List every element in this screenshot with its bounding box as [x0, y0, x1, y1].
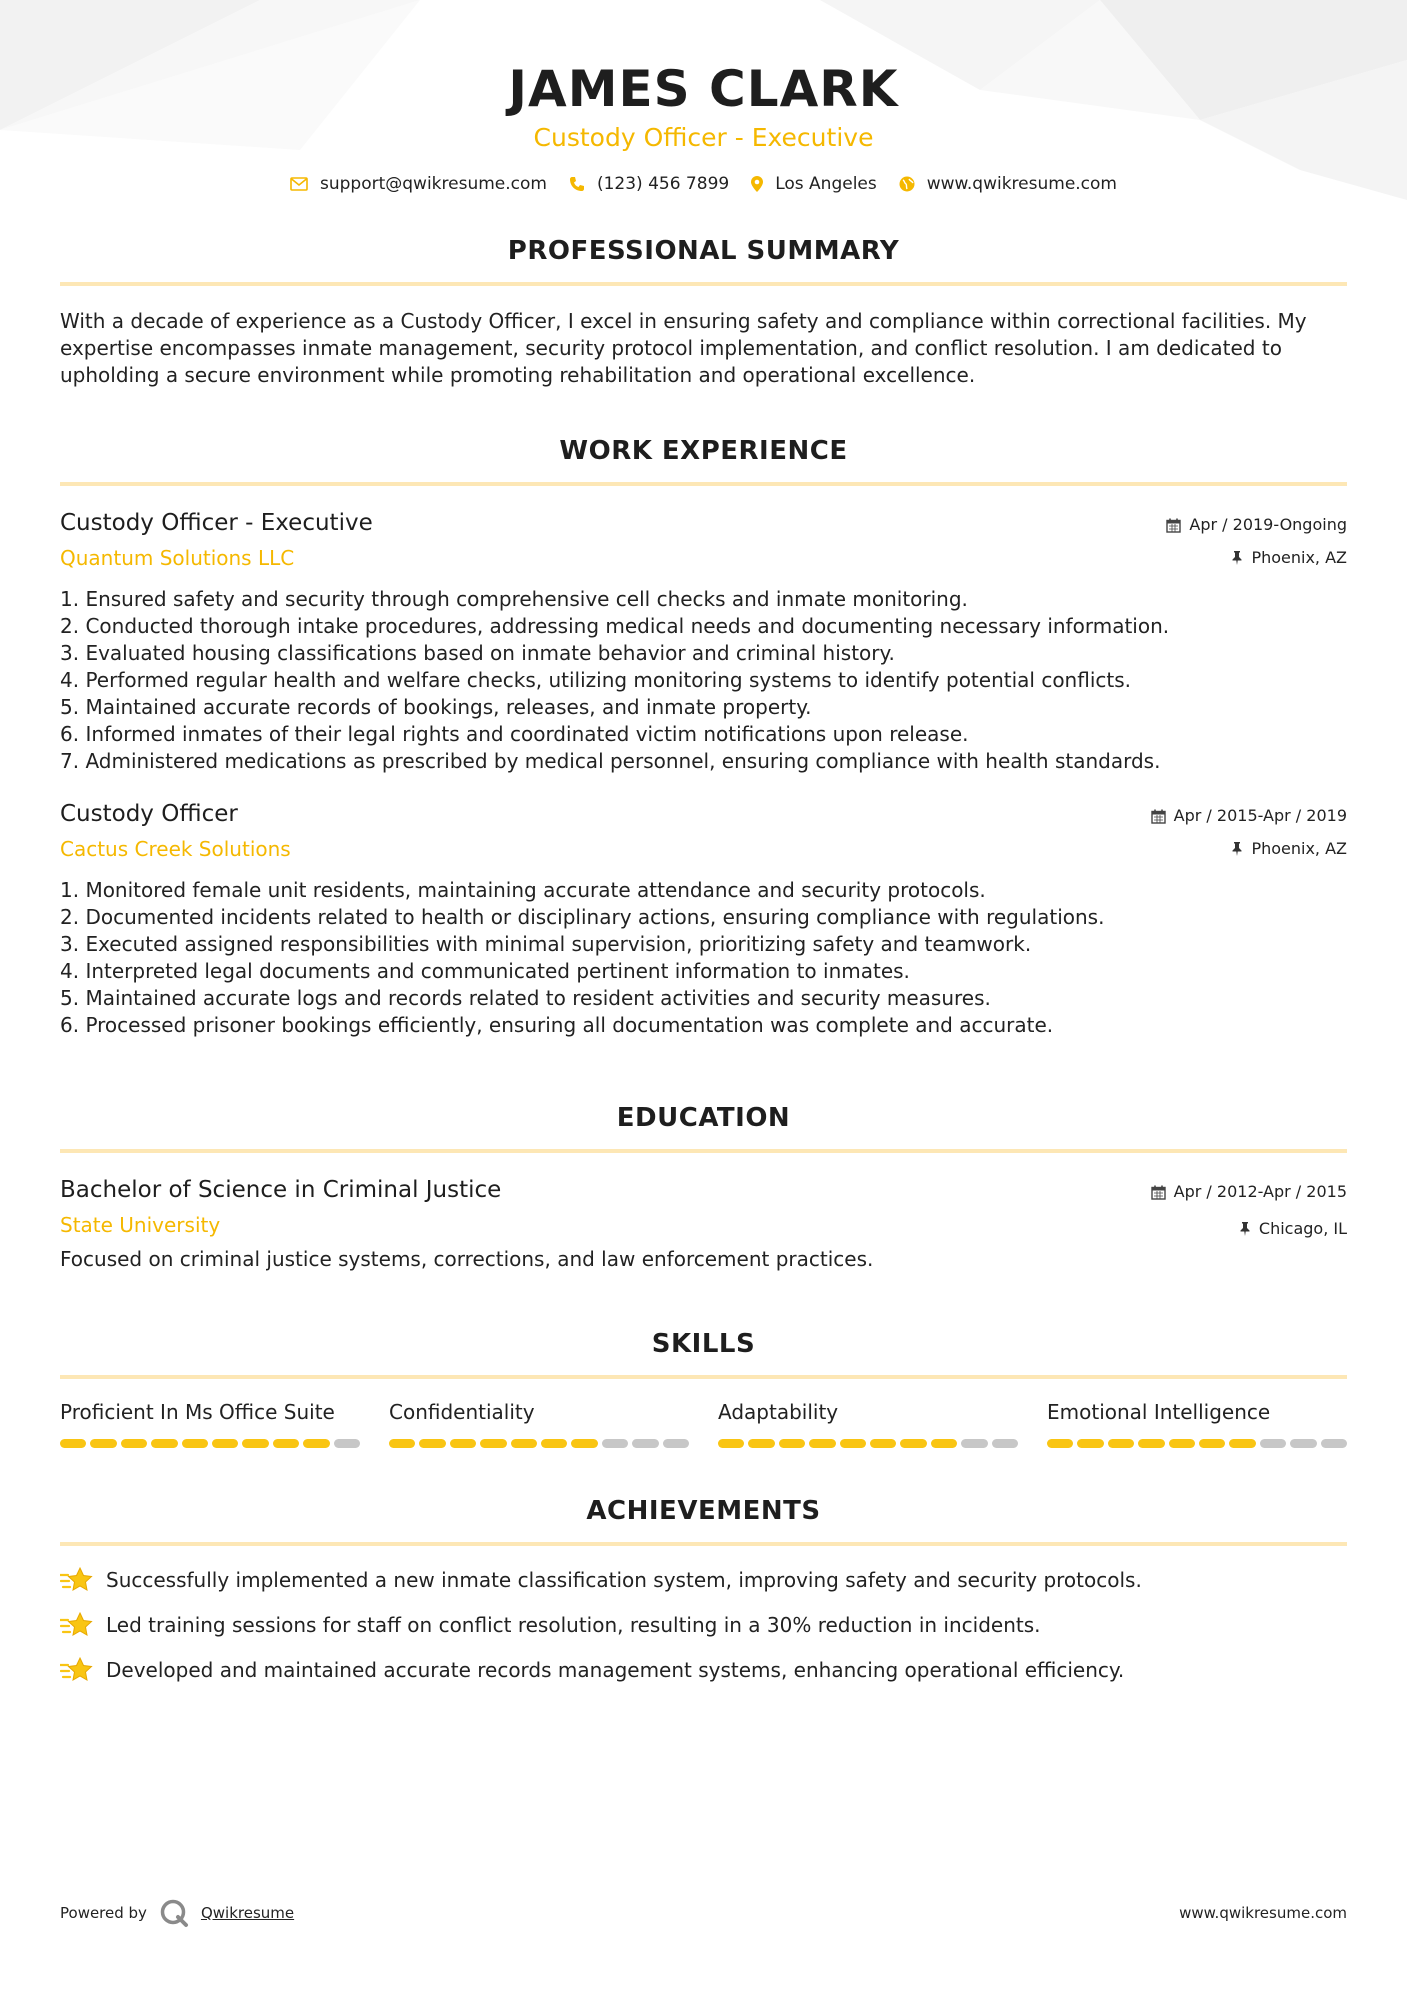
- star-icon: [60, 1566, 94, 1594]
- footer-website[interactable]: www.qwikresume.com: [1179, 1904, 1347, 1922]
- job-location: Phoenix, AZ: [1251, 839, 1347, 858]
- duty-item: 2. Documented incidents related to health or disciplinary actions, ensuring compliance with regulations.: [60, 905, 1105, 929]
- achievements-list: [60, 1566, 1347, 1684]
- school-name: State University: [60, 1213, 221, 1237]
- star-icon: [60, 1611, 94, 1639]
- education-title: EDUCATION: [616, 1103, 791, 1133]
- education-divider: [60, 1149, 1347, 1153]
- contact-location-text: Los Angeles: [775, 174, 877, 194]
- achievement-text: Successfully implemented a new inmate classification system, improving safety and security protocols.: [106, 1567, 1142, 1592]
- skill-dot-filled: [212, 1439, 238, 1448]
- skill-dot-filled: [242, 1439, 268, 1448]
- skill-dot-filled: [480, 1439, 506, 1448]
- skill-rating: [389, 1439, 689, 1448]
- duty-item: 6. Processed prisoner bookings efficiently, ensuring all documentation was complete and accurate.: [60, 1013, 1054, 1037]
- duty-item: 6. Informed inmates of their legal rights and coordinated victim notifications upon release.: [60, 722, 969, 746]
- job-dates: Apr / 2019-Ongoing: [1189, 515, 1347, 534]
- job-location: Phoenix, AZ: [1251, 548, 1347, 567]
- skill-dot-filled: [90, 1439, 116, 1448]
- skill-name: Emotional Intelligence: [1047, 1400, 1271, 1424]
- contact-email[interactable]: [290, 174, 547, 194]
- skill-dot-filled: [809, 1439, 835, 1448]
- achievements-divider: [60, 1542, 1347, 1546]
- star-icon: [60, 1656, 94, 1684]
- calendar-icon: [1166, 518, 1181, 533]
- job-entry: [60, 799, 1347, 1039]
- skill-dot-filled: [121, 1439, 147, 1448]
- education-dates: Apr / 2012-Apr / 2015: [1173, 1182, 1347, 1201]
- skill-dot-filled: [931, 1439, 957, 1448]
- skill-dot-filled: [511, 1439, 537, 1448]
- job-company: Cactus Creek Solutions: [60, 837, 291, 861]
- skill-name: Confidentiality: [389, 1400, 535, 1424]
- skill-dot-filled: [1229, 1439, 1255, 1448]
- achievement-text: Developed and maintained accurate records management systems, enhancing operational efficiency.: [106, 1657, 1125, 1682]
- experience-section: [60, 434, 1347, 1039]
- qwikresume-logo-icon: [159, 1898, 189, 1928]
- skill-dot-empty: [663, 1439, 689, 1448]
- skill-dot-empty: [334, 1439, 360, 1448]
- duty-item: 1. Ensured safety and security through comprehensive cell checks and inmate monitoring.: [60, 587, 968, 611]
- pushpin-icon: [1239, 1222, 1251, 1236]
- contact-phone[interactable]: [569, 174, 729, 194]
- contact-website[interactable]: [899, 174, 1117, 194]
- skill-name: Adaptability: [718, 1400, 839, 1424]
- calendar-icon: [1151, 809, 1166, 824]
- skill-dot-filled: [303, 1439, 329, 1448]
- skills-list: [60, 1399, 1347, 1448]
- duty-item: 4. Interpreted legal documents and communicated pertinent information to inmates.: [60, 959, 910, 983]
- education-section: [60, 1101, 1347, 1273]
- skill-dot-filled: [1169, 1439, 1195, 1448]
- achievement-text: Led training sessions for staff on conflict resolution, resulting in a 30% reduction in incidents.: [106, 1612, 1041, 1637]
- powered-by: [60, 1898, 294, 1928]
- achievement-item: [60, 1656, 1347, 1684]
- summary-text: With a decade of experience as a Custody Officer, I excel in ensuring safety and compliance within correctional facilities. My expertise encompasses inmate management, security protocol implementation, and conflict resolution. I am dedicated to upholding a secure environment while promoting rehabilitation and operational excellence.: [60, 309, 1307, 387]
- skill-dot-filled: [182, 1439, 208, 1448]
- duty-item: 1. Monitored female unit residents, maintaining accurate attendance and security protocols.: [60, 878, 986, 902]
- duty-item: 4. Performed regular health and welfare checks, utilizing monitoring systems to identify potential conflicts.: [60, 668, 1131, 692]
- skill-item: [60, 1399, 360, 1448]
- skill-item: [718, 1399, 1018, 1448]
- skills-title: SKILLS: [651, 1329, 756, 1359]
- job-duties: [60, 586, 1347, 775]
- skill-dot-filled: [60, 1439, 86, 1448]
- job-title: Custody Officer: [60, 801, 238, 827]
- calendar-icon: [1151, 1185, 1166, 1200]
- job-entry: [60, 508, 1347, 775]
- education-location: Chicago, IL: [1258, 1219, 1347, 1238]
- phone-icon: [569, 176, 585, 192]
- skill-dot-empty: [961, 1439, 987, 1448]
- powered-by-label: Powered by: [60, 1904, 147, 1922]
- skill-dot-filled: [1138, 1439, 1164, 1448]
- contact-email-text: support@qwikresume.com: [320, 174, 547, 194]
- skill-rating: [718, 1439, 1018, 1448]
- skill-dot-empty: [1260, 1439, 1286, 1448]
- skill-dot-filled: [1047, 1439, 1073, 1448]
- achievement-item: [60, 1611, 1347, 1639]
- skill-dot-filled: [273, 1439, 299, 1448]
- pushpin-icon: [1231, 842, 1243, 856]
- summary-title: PROFESSIONAL SUMMARY: [507, 236, 900, 266]
- skill-dot-filled: [840, 1439, 866, 1448]
- summary-divider: [60, 282, 1347, 286]
- skill-item: [389, 1399, 689, 1448]
- achievements-title: ACHIEVEMENTS: [586, 1496, 821, 1526]
- skill-dot-filled: [1199, 1439, 1225, 1448]
- map-pin-icon: [751, 176, 763, 192]
- skill-dot-filled: [748, 1439, 774, 1448]
- duty-item: 2. Conducted thorough intake procedures, addressing medical needs and documenting necessary information.: [60, 614, 1170, 638]
- job-duties: [60, 877, 1347, 1039]
- page-footer: [60, 1898, 1347, 1928]
- skills-section: [60, 1327, 1347, 1448]
- job-company: Quantum Solutions LLC: [60, 546, 295, 570]
- skill-dot-filled: [541, 1439, 567, 1448]
- skill-dot-filled: [1077, 1439, 1103, 1448]
- contact-website-text: www.qwikresume.com: [926, 174, 1117, 194]
- skill-dot-filled: [151, 1439, 177, 1448]
- resume-header: [60, 0, 1347, 194]
- skill-dot-empty: [992, 1439, 1018, 1448]
- skill-dot-filled: [779, 1439, 805, 1448]
- duty-item: 5. Maintained accurate records of bookings, releases, and inmate property.: [60, 695, 812, 719]
- skill-name: Proficient In Ms Office Suite: [60, 1400, 335, 1424]
- experience-title: WORK EXPERIENCE: [559, 436, 848, 466]
- skill-dot-filled: [870, 1439, 896, 1448]
- experience-divider: [60, 482, 1347, 486]
- skill-dot-empty: [1290, 1439, 1316, 1448]
- duty-item: 3. Executed assigned responsibilities with minimal supervision, prioritizing safety and teamwork.: [60, 932, 1032, 956]
- candidate-name: JAMES CLARK: [508, 60, 899, 118]
- skill-dot-empty: [602, 1439, 628, 1448]
- skills-divider: [60, 1375, 1347, 1379]
- skill-rating: [1047, 1439, 1347, 1448]
- degree-title: Bachelor of Science in Criminal Justice: [60, 1177, 502, 1203]
- skill-dot-filled: [419, 1439, 445, 1448]
- skill-dot-filled: [450, 1439, 476, 1448]
- skill-dot-filled: [900, 1439, 926, 1448]
- duty-item: 7. Administered medications as prescribed by medical personnel, ensuring compliance with health standards.: [60, 749, 1161, 773]
- skill-item: [1047, 1399, 1347, 1448]
- contact-location: [751, 174, 877, 194]
- education-entry: [60, 1175, 1347, 1273]
- job-dates: Apr / 2015-Apr / 2019: [1173, 806, 1347, 825]
- skill-rating: [60, 1439, 360, 1448]
- qwikresume-link[interactable]: Qwikresume: [200, 1904, 295, 1922]
- skill-dot-filled: [718, 1439, 744, 1448]
- contact-bar: [60, 174, 1347, 194]
- skill-dot-filled: [1108, 1439, 1134, 1448]
- pushpin-icon: [1231, 551, 1243, 565]
- skill-dot-empty: [1321, 1439, 1347, 1448]
- globe-icon: [899, 176, 915, 192]
- duty-item: 3. Evaluated housing classifications based on inmate behavior and criminal history.: [60, 641, 895, 665]
- education-description: Focused on criminal justice systems, corrections, and law enforcement practices.: [60, 1247, 874, 1271]
- envelope-icon: [290, 177, 308, 191]
- skill-dot-empty: [632, 1439, 658, 1448]
- skill-dot-filled: [389, 1439, 415, 1448]
- job-title: Custody Officer - Executive: [60, 510, 373, 536]
- skill-dot-filled: [571, 1439, 597, 1448]
- contact-phone-text: (123) 456 7899: [596, 174, 730, 194]
- summary-section: [60, 234, 1347, 389]
- achievement-item: [60, 1566, 1347, 1594]
- duty-item: 5. Maintained accurate logs and records related to resident activities and security measures.: [60, 986, 991, 1010]
- achievements-section: [60, 1494, 1347, 1684]
- candidate-role: Custody Officer - Executive: [533, 123, 874, 152]
